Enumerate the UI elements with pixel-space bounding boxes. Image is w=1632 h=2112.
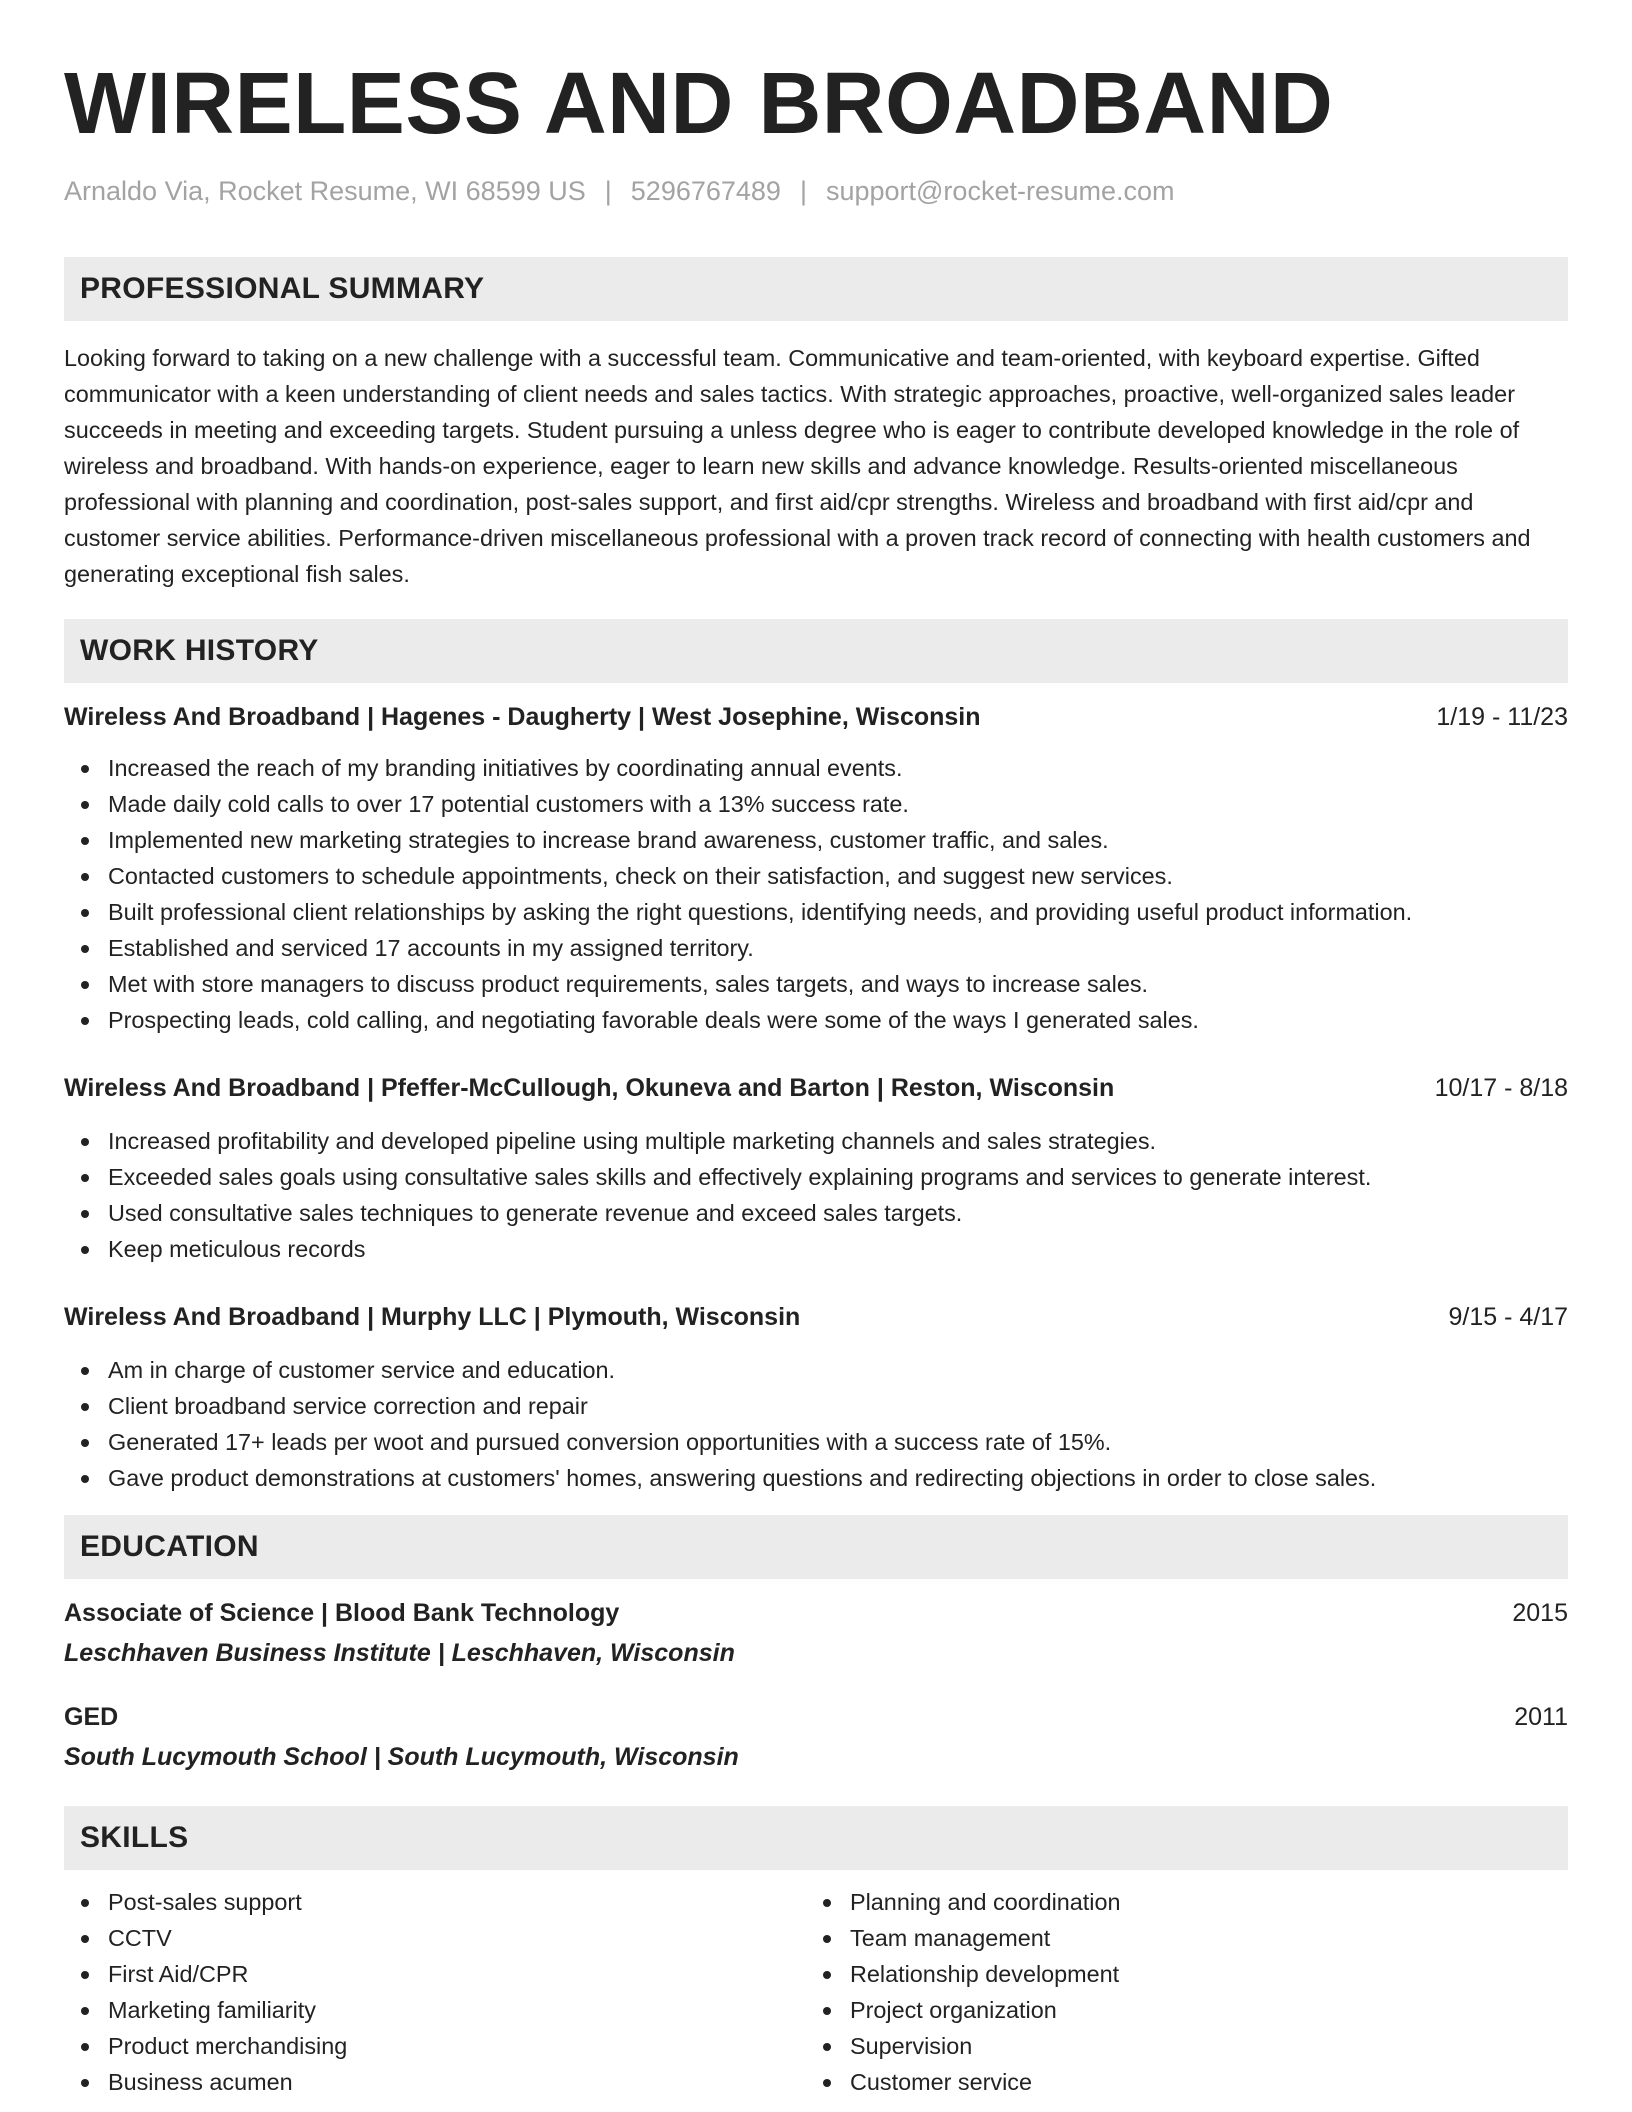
skills-list-right	[806, 1884, 1548, 2100]
skill-item: First Aid/CPR	[64, 1956, 806, 1992]
candidate-name: WIRELESS AND BROADBAND	[64, 55, 1334, 152]
skill-item: Customer service	[806, 2064, 1548, 2100]
job-bullet: Established and serviced 17 accounts in my assigned territory.	[64, 930, 1568, 966]
job-bullet: Exceeded sales goals using consultative sales skills and effectively explaining programs and services to generate interest.	[64, 1159, 1568, 1195]
skill-item: Team management	[806, 1920, 1548, 1956]
skill-item: Business acumen	[64, 2064, 806, 2100]
skill-item: Post-sales support	[64, 1884, 806, 1920]
contact-separator: |	[799, 176, 807, 206]
section-heading-work-history: WORK HISTORY	[64, 619, 1568, 683]
contact-phone: 5296767489	[630, 176, 781, 206]
section-heading-education: EDUCATION	[64, 1515, 1568, 1579]
job-bullet: Am in charge of customer service and education.	[64, 1352, 1568, 1388]
job-bullet: Gave product demonstrations at customers' homes, answering questions and redirecting objections in order to close sales.	[64, 1460, 1568, 1496]
job-bullet: Used consultative sales techniques to generate revenue and exceed sales targets.	[64, 1195, 1568, 1231]
skill-item: Project organization	[806, 1992, 1548, 2028]
skills-grid	[64, 1884, 1568, 2100]
job-dates: 10/17 - 8/18	[1434, 1074, 1568, 1102]
job-bullet: Contacted customers to schedule appointments, check on their satisfaction, and suggest new services.	[64, 858, 1568, 894]
section-heading-skills: SKILLS	[64, 1806, 1568, 1870]
job-dates: 1/19 - 11/23	[1436, 703, 1568, 731]
job-header	[64, 1300, 1568, 1334]
job-bullet-list	[64, 750, 1568, 1038]
summary-text: Looking forward to taking on a new challenge with a successful team. Communicative and team-oriented, with keyboard expertise. Gifted communicator with a keen understanding of client needs and sales tactics. With strategic approaches, proactive, well-organized sales leader succeeds in meeting and exceeding targets. Student pursuing a unless degree who is eager to contribute developed knowledge in the role of wireless and broadband. With hands-on experience, eager to learn new skills and advance knowledge. Results-oriented miscellaneous professional with planning and coordination, post-sales support, and first aid/cpr strengths. Wireless and broadband with first aid/cpr and customer service abilities. Performance-driven miscellaneous professional with a proven track record of connecting with health customers and generating exceptional fish sales.	[64, 345, 1531, 587]
education-year: 2011	[1514, 1703, 1568, 1731]
skills-list-left	[64, 1884, 806, 2100]
job-title: Wireless And Broadband | Hagenes - Daugherty | West Josephine, Wisconsin	[64, 703, 981, 731]
job-bullet: Keep meticulous records	[64, 1231, 1568, 1267]
education-header	[64, 1596, 1568, 1630]
job-entry	[64, 1071, 1568, 1267]
job-bullet: Implemented new marketing strategies to increase brand awareness, customer traffic, and sales.	[64, 822, 1568, 858]
job-bullet: Client broadband service correction and repair	[64, 1388, 1568, 1424]
job-entry	[64, 1300, 1568, 1496]
job-bullet: Prospecting leads, cold calling, and negotiating favorable deals were some of the ways I generated sales.	[64, 1002, 1568, 1038]
job-bullet-list	[64, 1123, 1568, 1267]
education-school: South Lucymouth School | South Lucymouth, Wisconsin	[64, 1743, 739, 1771]
contact-separator: |	[604, 176, 612, 206]
job-title: Wireless And Broadband | Murphy LLC | Plymouth, Wisconsin	[64, 1303, 801, 1331]
job-bullet-list	[64, 1352, 1568, 1496]
job-entry	[64, 700, 1568, 1038]
job-bullet: Generated 17+ leads per woot and pursued conversion opportunities with a success rate of 15%.	[64, 1424, 1568, 1460]
skill-item: Marketing familiarity	[64, 1992, 806, 2028]
contact-email: support@rocket-resume.com	[825, 176, 1175, 206]
job-bullet: Built professional client relationships by asking the right questions, identifying needs, and providing useful product information.	[64, 894, 1568, 930]
education-entry	[64, 1596, 1568, 1670]
job-title: Wireless And Broadband | Pfeffer-McCullough, Okuneva and Barton | Reston, Wisconsin	[64, 1074, 1115, 1102]
skill-item: Product merchandising	[64, 2028, 806, 2064]
skill-item: CCTV	[64, 1920, 806, 1956]
job-bullet: Increased the reach of my branding initiatives by coordinating annual events.	[64, 750, 1568, 786]
section-heading-summary: PROFESSIONAL SUMMARY	[64, 257, 1568, 321]
skill-item: Planning and coordination	[806, 1884, 1548, 1920]
education-degree: GED	[64, 1703, 119, 1731]
job-header	[64, 1071, 1568, 1105]
education-degree: Associate of Science | Blood Bank Technology	[64, 1599, 620, 1627]
education-year: 2015	[1512, 1599, 1568, 1627]
education-entry	[64, 1700, 1568, 1774]
job-dates: 9/15 - 4/17	[1448, 1303, 1568, 1331]
job-bullet: Met with store managers to discuss product requirements, sales targets, and ways to increase sales.	[64, 966, 1568, 1002]
job-header	[64, 700, 1568, 734]
skill-item: Relationship development	[806, 1956, 1548, 1992]
contact-address: Arnaldo Via, Rocket Resume, WI 68599 US	[64, 176, 586, 206]
job-bullet: Increased profitability and developed pipeline using multiple marketing channels and sales strategies.	[64, 1123, 1568, 1159]
contact-line	[64, 174, 1568, 208]
job-bullet: Made daily cold calls to over 17 potential customers with a 13% success rate.	[64, 786, 1568, 822]
resume-page	[64, 0, 1568, 2100]
education-school: Leschhaven Business Institute | Leschhaven, Wisconsin	[64, 1639, 735, 1667]
skill-item: Supervision	[806, 2028, 1548, 2064]
education-header	[64, 1700, 1568, 1734]
